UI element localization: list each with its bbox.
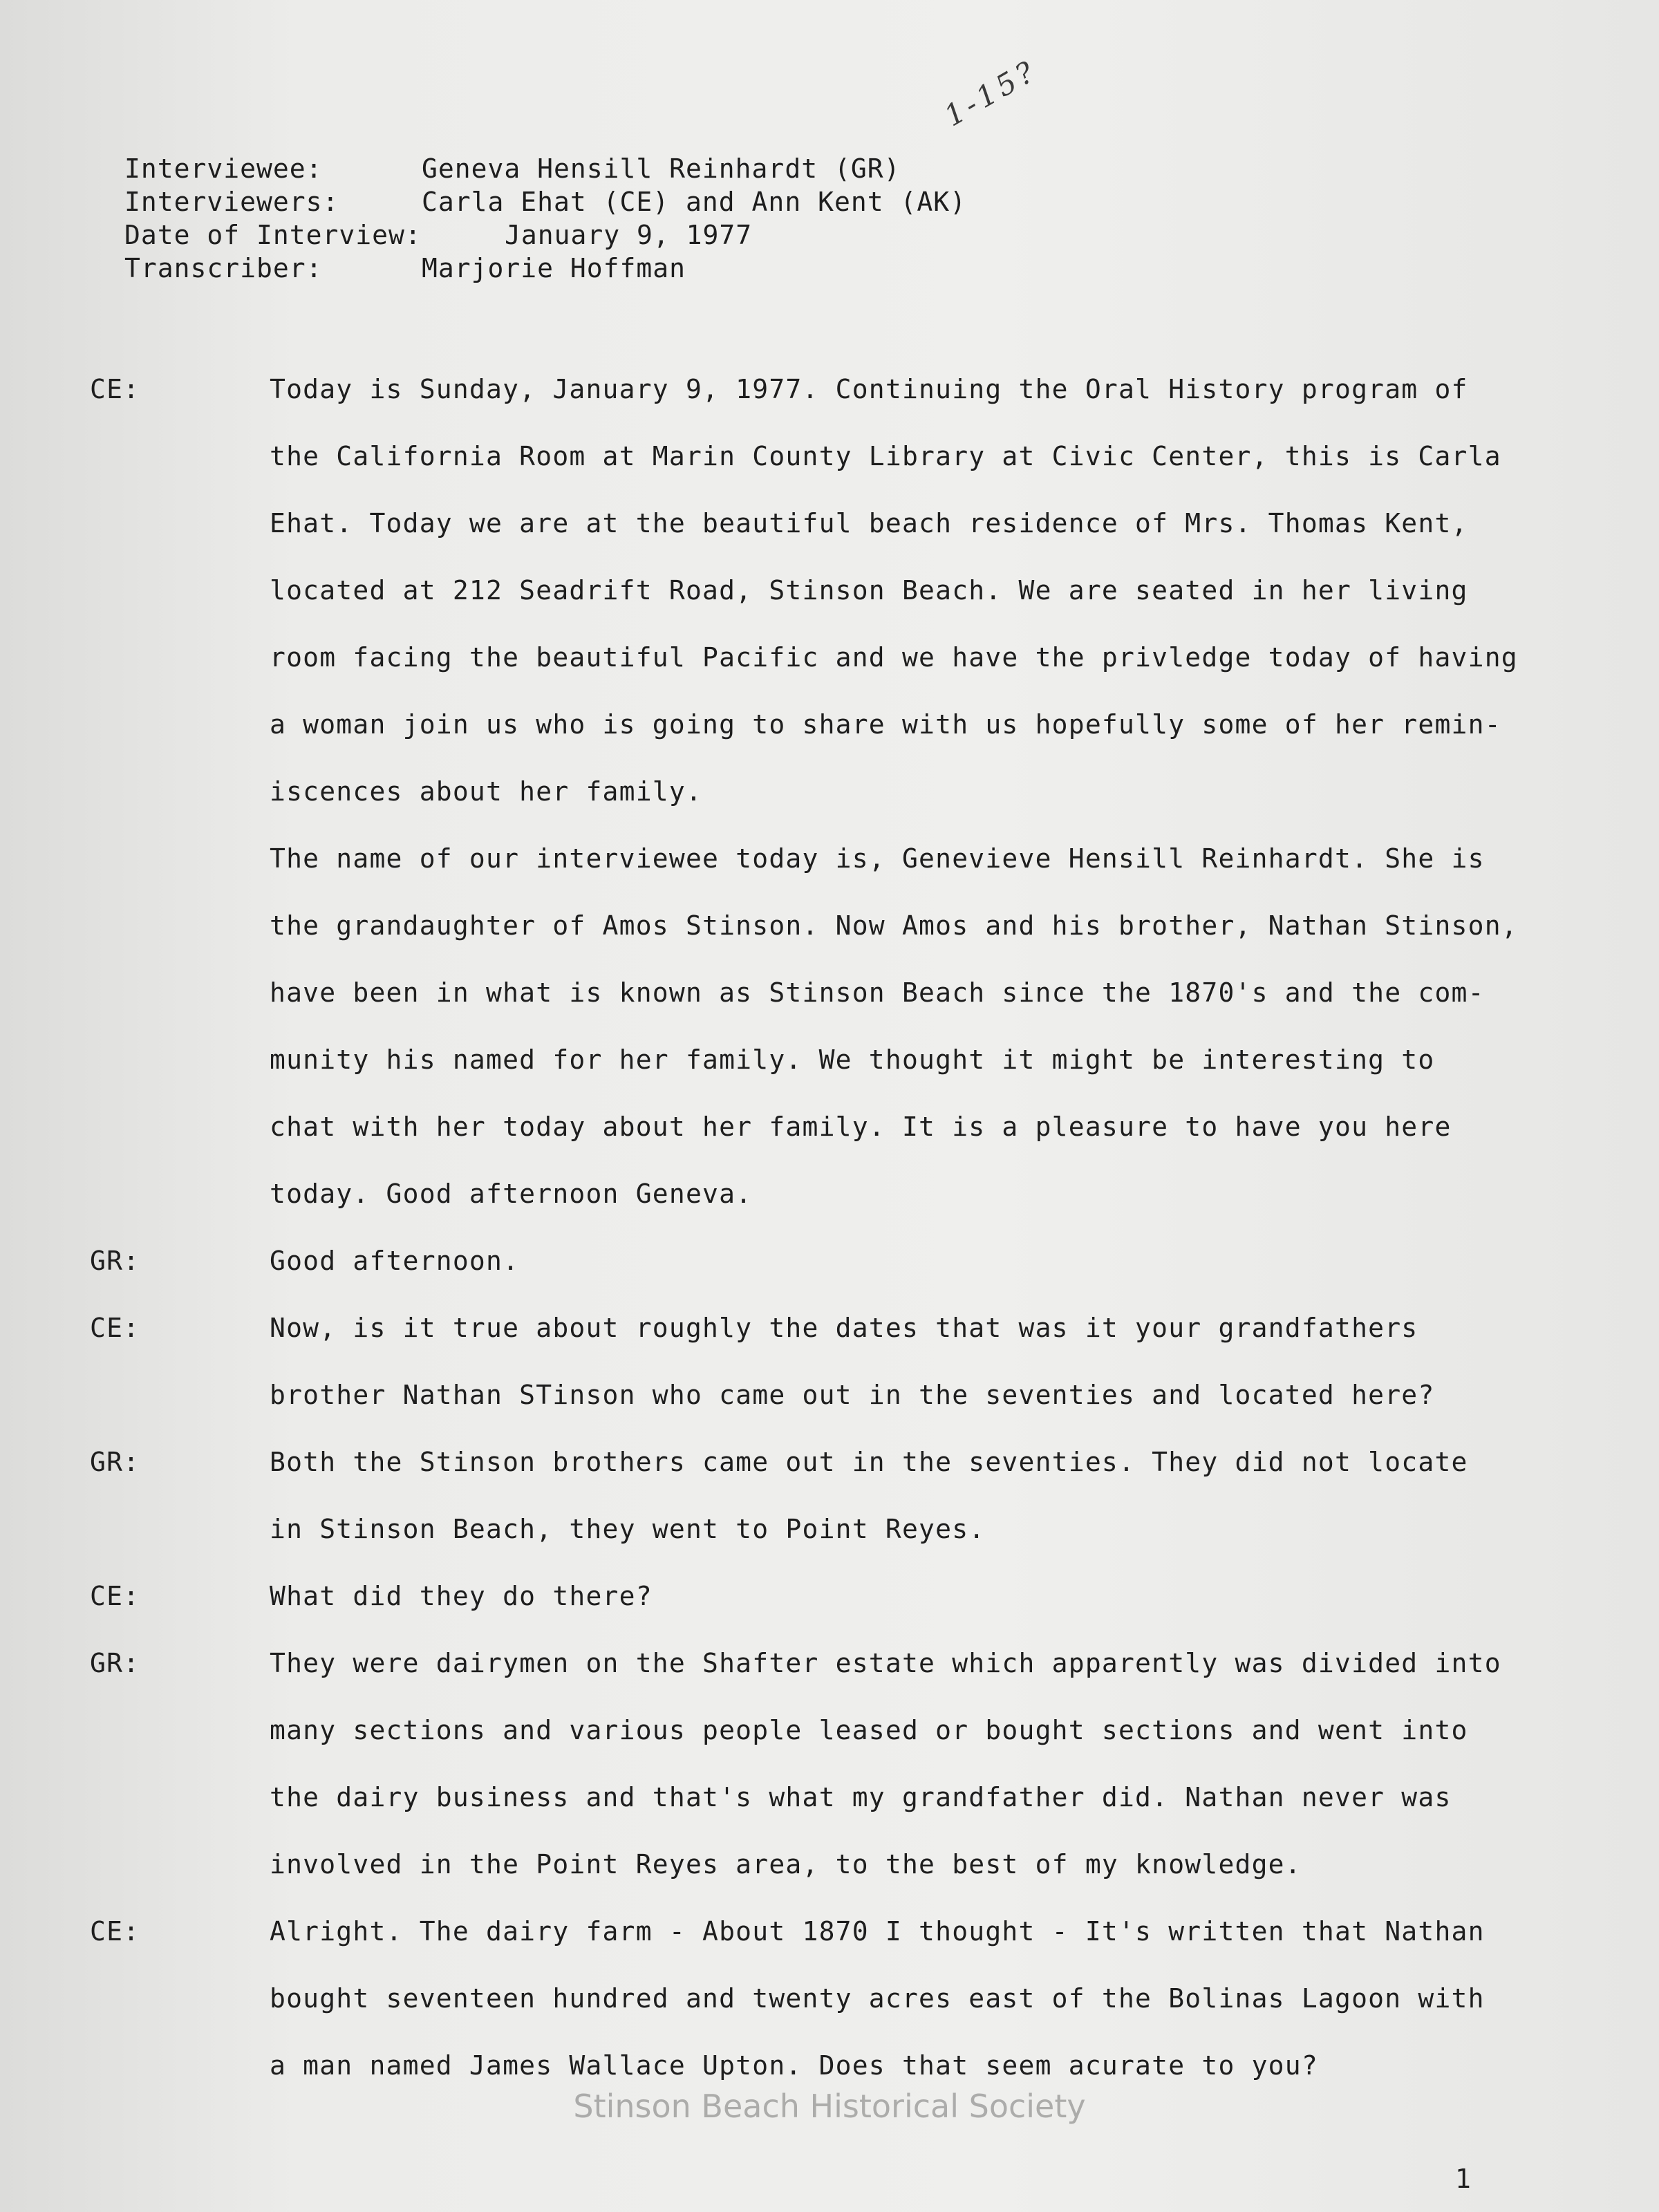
speaker-label: GR: bbox=[90, 1246, 140, 1276]
watermark: Stinson Beach Historical Society bbox=[573, 2088, 1086, 2125]
turn-text bbox=[270, 1429, 1597, 1563]
text-line: have been in what is known as Stinson Beach since the 1870's and the com- bbox=[270, 977, 1485, 1008]
interview-header bbox=[124, 152, 966, 285]
transcript-turn bbox=[90, 1429, 1597, 1563]
transcript-turn bbox=[90, 1228, 1597, 1295]
date-label: Date of Interview: bbox=[124, 220, 422, 250]
text-line: iscences about her family. bbox=[270, 776, 703, 807]
interviewers-row bbox=[124, 185, 966, 218]
handwritten-annotation: 1-15? bbox=[938, 53, 1044, 133]
text-line: munity his named for her family. We thought it might be interesting to bbox=[270, 1044, 1435, 1075]
transcript-turn bbox=[90, 356, 1597, 1228]
speaker-label: CE: bbox=[90, 1313, 140, 1343]
interviewers-value: Carla Ehat (CE) and Ann Kent (AK) bbox=[422, 187, 966, 217]
text-line: in Stinson Beach, they went to Point Reyes. bbox=[270, 1514, 986, 1544]
interviewee-value: Geneva Hensill Reinhardt (GR) bbox=[422, 153, 901, 184]
text-line: a woman join us who is going to share with us hopefully some of her remin- bbox=[270, 709, 1501, 740]
page-number: 1 bbox=[1455, 2164, 1471, 2194]
transcriber-label: Transcriber: bbox=[124, 253, 323, 283]
text-line: the grandaughter of Amos Stinson. Now Amos and his brother, Nathan Stinson, bbox=[270, 910, 1518, 941]
speaker-label: CE: bbox=[90, 1916, 140, 1947]
turn-text bbox=[270, 1898, 1597, 2099]
text-line: Today is Sunday, January 9, 1977. Continuing the Oral History program of bbox=[270, 374, 1468, 404]
interviewee-label: Interviewee: bbox=[124, 153, 323, 184]
text-line: Both the Stinson brothers came out in the seventies. They did not locate bbox=[270, 1447, 1468, 1477]
speaker-label: GR: bbox=[90, 1447, 140, 1477]
date-row bbox=[124, 218, 966, 252]
interviewee-row bbox=[124, 152, 966, 185]
turn-text bbox=[270, 1228, 1597, 1295]
turn-text bbox=[270, 1630, 1597, 1898]
text-line: bought seventeen hundred and twenty acres east of the Bolinas Lagoon with bbox=[270, 1983, 1485, 2014]
turn-text bbox=[270, 1563, 1597, 1630]
text-line: involved in the Point Reyes area, to the best of my knowledge. bbox=[270, 1849, 1302, 1880]
text-line: Now, is it true about roughly the dates that was it your grandfathers bbox=[270, 1313, 1418, 1343]
text-line: located at 212 Seadrift Road, Stinson Beach. We are seated in her living bbox=[270, 575, 1468, 606]
transcript-body bbox=[90, 356, 1597, 2099]
transcript-turn bbox=[90, 1630, 1597, 1898]
text-line: the California Room at Marin County Library at Civic Center, this is Carla bbox=[270, 441, 1501, 471]
transcript-turn bbox=[90, 1563, 1597, 1630]
text-line: room facing the beautiful Pacific and we have the privledge today of having bbox=[270, 642, 1518, 673]
transcript-turn bbox=[90, 1295, 1597, 1429]
text-line: Good afternoon. bbox=[270, 1246, 520, 1276]
text-line: chat with her today about her family. It is a pleasure to have you here bbox=[270, 1112, 1452, 1142]
text-line: many sections and various people leased or bought sections and went into bbox=[270, 1715, 1468, 1745]
text-line: The name of our interviewee today is, Genevieve Hensill Reinhardt. She is bbox=[270, 843, 1485, 874]
turn-text bbox=[270, 356, 1597, 1228]
turn-text bbox=[270, 1295, 1597, 1429]
text-line: They were dairymen on the Shafter estate which apparently was divided into bbox=[270, 1648, 1501, 1678]
text-line: the dairy business and that's what my grandfather did. Nathan never was bbox=[270, 1782, 1452, 1812]
date-value: January 9, 1977 bbox=[505, 220, 753, 250]
text-line: a man named James Wallace Upton. Does that seem acurate to you? bbox=[270, 2050, 1318, 2081]
speaker-label: GR: bbox=[90, 1648, 140, 1678]
transcriber-row bbox=[124, 252, 966, 285]
transcriber-value: Marjorie Hoffman bbox=[422, 253, 686, 283]
text-line: Ehat. Today we are at the beautiful beach residence of Mrs. Thomas Kent, bbox=[270, 508, 1468, 538]
speaker-label: CE: bbox=[90, 1581, 140, 1611]
interviewers-label: Interviewers: bbox=[124, 187, 339, 217]
text-line: What did they do there? bbox=[270, 1581, 653, 1611]
text-line: today. Good afternoon Geneva. bbox=[270, 1179, 753, 1209]
speaker-label: CE: bbox=[90, 374, 140, 404]
text-line: Alright. The dairy farm - About 1870 I thought - It's written that Nathan bbox=[270, 1916, 1485, 1947]
transcript-turn bbox=[90, 1898, 1597, 2099]
text-line: brother Nathan STinson who came out in the seventies and located here? bbox=[270, 1380, 1435, 1410]
